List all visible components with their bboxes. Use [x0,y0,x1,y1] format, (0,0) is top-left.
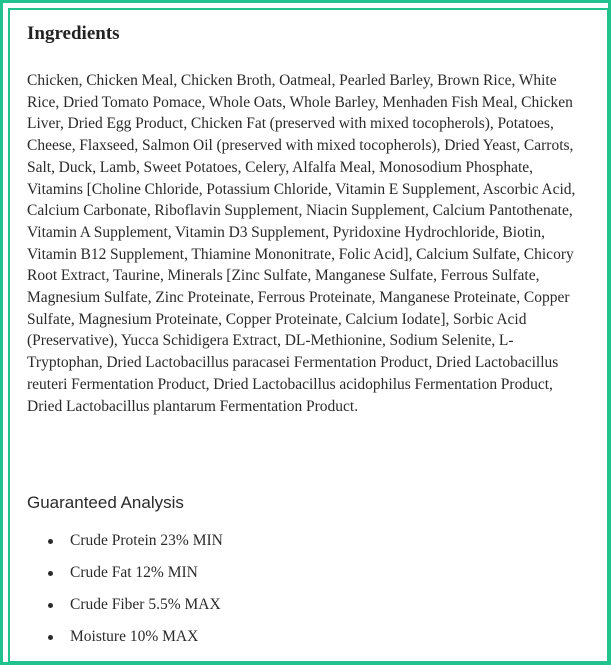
content-panel [8,8,609,663]
analysis-item-text: Crude Fiber 5.5% MAX [70,596,221,613]
bullet-icon [48,539,53,544]
guaranteed-analysis-list [27,530,587,658]
ingredients-heading: Ingredients [27,23,120,44]
bullet-icon [48,571,53,576]
analysis-item-moisture [27,626,587,658]
ingredients-list-text: Chicken, Chicken Meal, Chicken Broth, Oatmeal, Pearled Barley, Brown Rice, White Rice, Dried Tomato Pomace, Whole Oats, Whole Barley, Menhaden Fish Meal, Chicken Liver, Dried Egg Product, Chicken Fat (preserved with mixed tocopherols), Potatoes, Cheese, Flaxseed, Salmon Oil (preserved with mixed tocopherols), Dried Yeast, Carrots, Salt, Duck, Lamb, Sweet Potatoes, Celery, Alfalfa Meal, Monosodium Phosphate, Vitamins [Choline Chloride, Potassium Chloride, Vitamin E Supplement, Ascorbic Acid, Calcium Carbonate, Riboflavin Supplement, Niacin Supplement, Calcium Pantothenate, Vitamin A Supplement, Vitamin D3 Supplement, Pyridoxine Hydrochloride, Biotin, Vitamin B12 Supplement, Thiamine Mononitrate, Folic Acid], Calcium Sulfate, Chicory Root Extract, Taurine, Minerals [Zinc Sulfate, Manganese Sulfate, Ferrous Sulfate, Magnesium Sulfate, Zinc Proteinate, Ferrous Proteinate, Manganese Proteinate, Copper Sulfate, Magnesium Proteinate, Copper Proteinate, Calcium Iodate], Sorbic Acid (Preservative), Yucca Schidigera Extract, DL-Methionine, Sodium Selenite, L-Tryptophan, Dried Lactobacillus paracasei Fermentation Product, Dried Lactobacillus reuteri Fermentation Product, Dried Lactobacillus acidophilus Fermentation Product, Dried Lactobacillus plantarum Fermentation Product. [27,72,576,415]
analysis-item-crude-fiber [27,594,587,626]
analysis-item-text: Moisture 10% MAX [70,628,199,645]
guaranteed-analysis-heading: Guaranteed Analysis [27,493,184,512]
analysis-item-text: Crude Fat 12% MIN [70,564,198,581]
bullet-icon [48,603,53,608]
bullet-icon [48,635,53,640]
analysis-item-crude-protein [27,530,587,562]
analysis-item-crude-fat [27,562,587,594]
analysis-item-text: Crude Protein 23% MIN [70,532,223,549]
